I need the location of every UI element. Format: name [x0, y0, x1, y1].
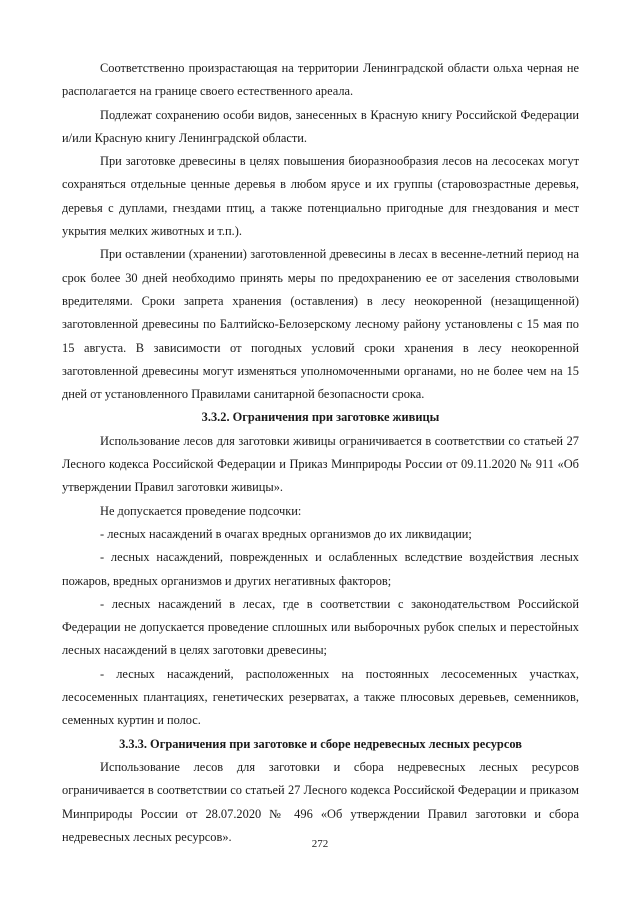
- paragraph: Соответственно произрастающая на территории Ленинградской области ольха черная не располагается на границе своего естественного ареала.: [62, 61, 579, 99]
- section-heading: 3.3.2. Ограничения при заготовке живицы: [201, 410, 440, 425]
- list-item: - лесных насаждений в лесах, где в соответствии с законодательством Российской Федерации не допускается проведение сплошных или выборочных рубок спелых и перестойных лесных насаждений в целях заготовки древесины;: [62, 596, 579, 658]
- page-content: [62, 57, 579, 849]
- paragraph: Подлежат сохранению особи видов, занесенных в Красную книгу Российской Федерации и/или Красную книгу Ленинградской области.: [62, 107, 579, 145]
- list-item: - лесных насаждений в очагах вредных организмов до их ликвидации;: [100, 526, 472, 541]
- list-item: - лесных насаждений, поврежденных и ослабленных вследствие воздействия лесных пожаров, вредных организмов и других негативных факторов;: [62, 550, 579, 588]
- paragraph: Не допускается проведение подсочки:: [100, 503, 302, 518]
- paragraph: При заготовке древесины в целях повышения биоразнообразия лесов на лесосеках могут сохраняться отдельные ценные деревья в любом ярусе и их группы (старовозрастные деревья, деревья с дуплами, гнездами птиц, а также потенциально пригодные для гнездования и мест укрытия мелких животных и т.п.).: [62, 154, 579, 239]
- page-number: 272: [311, 838, 329, 850]
- paragraph: Использование лесов для заготовки и сбора недревесных лесных ресурсов ограничивается в соответствии со статьей 27 Лесного кодекса Российской Федерации и приказом Минприроды России от 28.07.2020 № 496 «Об утверждении Правил заготовки и сбора недревесных лесных ресурсов».: [62, 759, 579, 844]
- list-item: - лесных насаждений, расположенных на постоянных лесосеменных участках, лесосеменных плантациях, генетических резерватах, а также плюсовых деревьев, семенников, семенных куртин и полос.: [62, 666, 579, 728]
- paragraph: Использование лесов для заготовки живицы ограничивается в соответствии со статьей 27 Лесного кодекса Российской Федерации и Приказ Минприроды России от 09.11.2020 № 911 «Об утверждении Правил заготовки живицы».: [62, 433, 579, 495]
- section-heading: 3.3.3. Ограничения при заготовке и сборе недревесных лесных ресурсов: [119, 736, 522, 751]
- paragraph: При оставлении (хранении) заготовленной древесины в лесах в весенне-летний период на срок более 30 дней необходимо принять меры по предохранению ее от заселения стволовыми вредителями. Сроки запрета хранения (оставления) в лесу неокоренной (незащищенной) заготовленной древесины по Балтийско-Белозерскому лесному району установлены с 15 мая по 15 августа. В зависимости от погодных условий сроки хранения в лесу неокоренной заготовленной древесины могут изменяться уполномоченными органами, но не более чем на 15 дней от установленного Правилами санитарной безопасности срока.: [62, 247, 579, 402]
